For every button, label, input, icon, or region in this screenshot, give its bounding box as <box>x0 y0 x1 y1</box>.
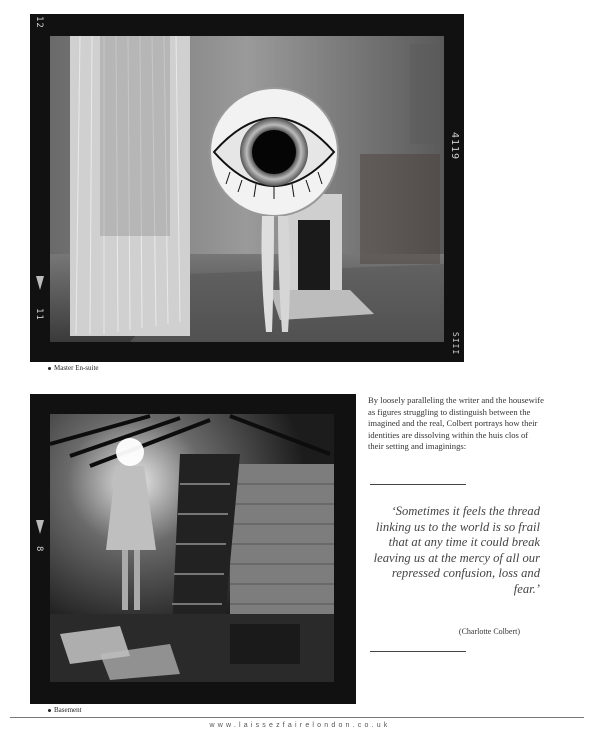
footer-url: www.laissezfairelondon.co.uk <box>209 722 391 729</box>
photo-master-ensuite-image <box>30 14 464 362</box>
quote-bottom-rule <box>370 651 466 652</box>
film-mark-top-left: 12 <box>34 16 44 29</box>
article-intro: By loosely paralleling the writer and the housewife as figures struggling to distinguish between the imagined and the real, Colbert portrays how their identities are dissolving within the huis clos of their setting and imaginings: <box>368 395 544 452</box>
film-mark-right-code: 4119 <box>449 132 460 161</box>
caption-master-ensuite <box>48 364 99 372</box>
caption-basement <box>48 706 82 714</box>
film-mark-basement-left: 8 <box>34 546 44 553</box>
film-mark-left-mid: 11 <box>34 308 44 321</box>
quote-author: (Charlotte Colbert) <box>458 627 520 636</box>
photo-master-ensuite <box>30 14 464 362</box>
film-mark-right-bottom: SIII <box>451 332 460 356</box>
pull-quote: ‘Sometimes it feels the thread linking us to the world is so frail that at any time it could break leaving us at the mercy of all our repressed confusion, loss and fear.’ <box>373 504 540 596</box>
caption-text: Basement <box>54 706 82 714</box>
caption-text: Master En-suite <box>54 364 99 372</box>
quote-top-rule <box>370 484 466 485</box>
bullet-icon <box>48 367 51 370</box>
photo-basement <box>30 394 356 704</box>
photo-basement-image <box>30 394 356 704</box>
bullet-icon <box>48 709 51 712</box>
footer-rule <box>10 717 584 718</box>
